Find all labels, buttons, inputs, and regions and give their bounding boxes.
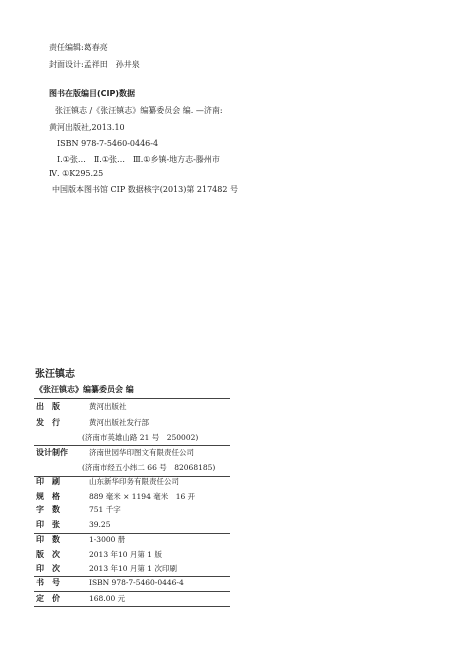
distribution-label: 发 行 bbox=[36, 418, 60, 427]
book-editor: 《张汪镇志》编纂委员会 编 bbox=[35, 385, 134, 394]
edition-value: 2013 年10 月第 1 版 bbox=[89, 550, 162, 559]
impression-label: 印 次 bbox=[36, 564, 60, 573]
price-label: 定 价 bbox=[36, 594, 60, 603]
book-title: 张汪镇志 bbox=[35, 369, 75, 380]
edition-label: 版 次 bbox=[36, 550, 60, 559]
divider bbox=[34, 576, 230, 577]
copies-value: 1-3000 册 bbox=[89, 535, 126, 544]
publisher-value: 黄河出版社 bbox=[89, 402, 127, 411]
impression-value: 2013 年10 月第 1 次印刷 bbox=[89, 564, 177, 573]
wordcount-label: 字 数 bbox=[36, 505, 60, 514]
divider bbox=[34, 591, 230, 592]
copies-label: 印 数 bbox=[36, 535, 60, 544]
price-value: 168.00 元 bbox=[89, 594, 126, 603]
printing-label: 印 刷 bbox=[36, 477, 60, 486]
divider bbox=[34, 445, 230, 446]
cip-line-4: Ⅰ.①张… Ⅱ.①张… Ⅲ.①乡镇-地方志-滕州市 bbox=[57, 155, 220, 164]
design-address: (济南市经五小纬二 66 号 82068185) bbox=[82, 463, 216, 472]
format-value: 889 毫米 × 1194 毫米 16 开 bbox=[89, 492, 196, 501]
cip-line-3: ISBN 978-7-5460-0446-4 bbox=[57, 139, 159, 148]
sheets-value: 39.25 bbox=[89, 520, 111, 529]
cip-line-5: Ⅳ. ①K295.25 bbox=[49, 169, 104, 178]
isbn-value: ISBN 978-7-5460-0446-4 bbox=[89, 578, 184, 587]
cip-heading: 图书在版编目(CIP)数据 bbox=[49, 89, 136, 98]
cover-design-credit: 封面设计:孟祥田 孙井泉 bbox=[49, 60, 140, 69]
isbn-label: 书 号 bbox=[36, 578, 60, 587]
divider bbox=[34, 606, 230, 607]
publisher-label: 出 版 bbox=[36, 402, 60, 411]
design-value: 济南世园华印图文有限责任公司 bbox=[89, 448, 194, 457]
distribution-address: (济南市英雄山路 21 号 250002) bbox=[82, 433, 199, 442]
divider bbox=[34, 398, 230, 399]
divider bbox=[34, 533, 230, 534]
distribution-value: 黄河出版社发行部 bbox=[89, 418, 149, 427]
printing-value: 山东新华印务有限责任公司 bbox=[89, 477, 179, 486]
cip-line-6: 中国版本图书馆 CIP 数据核字(2013)第 217482 号 bbox=[52, 185, 238, 194]
cip-line-1: 张汪镇志 /《张汪镇志》编纂委员会 编. —济南: bbox=[55, 106, 223, 115]
format-label: 规 格 bbox=[36, 492, 60, 501]
sheets-label: 印 张 bbox=[36, 520, 60, 529]
editor-credit: 责任编辑:葛春亮 bbox=[49, 43, 108, 52]
design-label: 设计制作 bbox=[36, 448, 68, 457]
cip-line-2: 黄河出版社,2013.10 bbox=[49, 123, 125, 132]
wordcount-value: 751 千字 bbox=[89, 505, 121, 514]
